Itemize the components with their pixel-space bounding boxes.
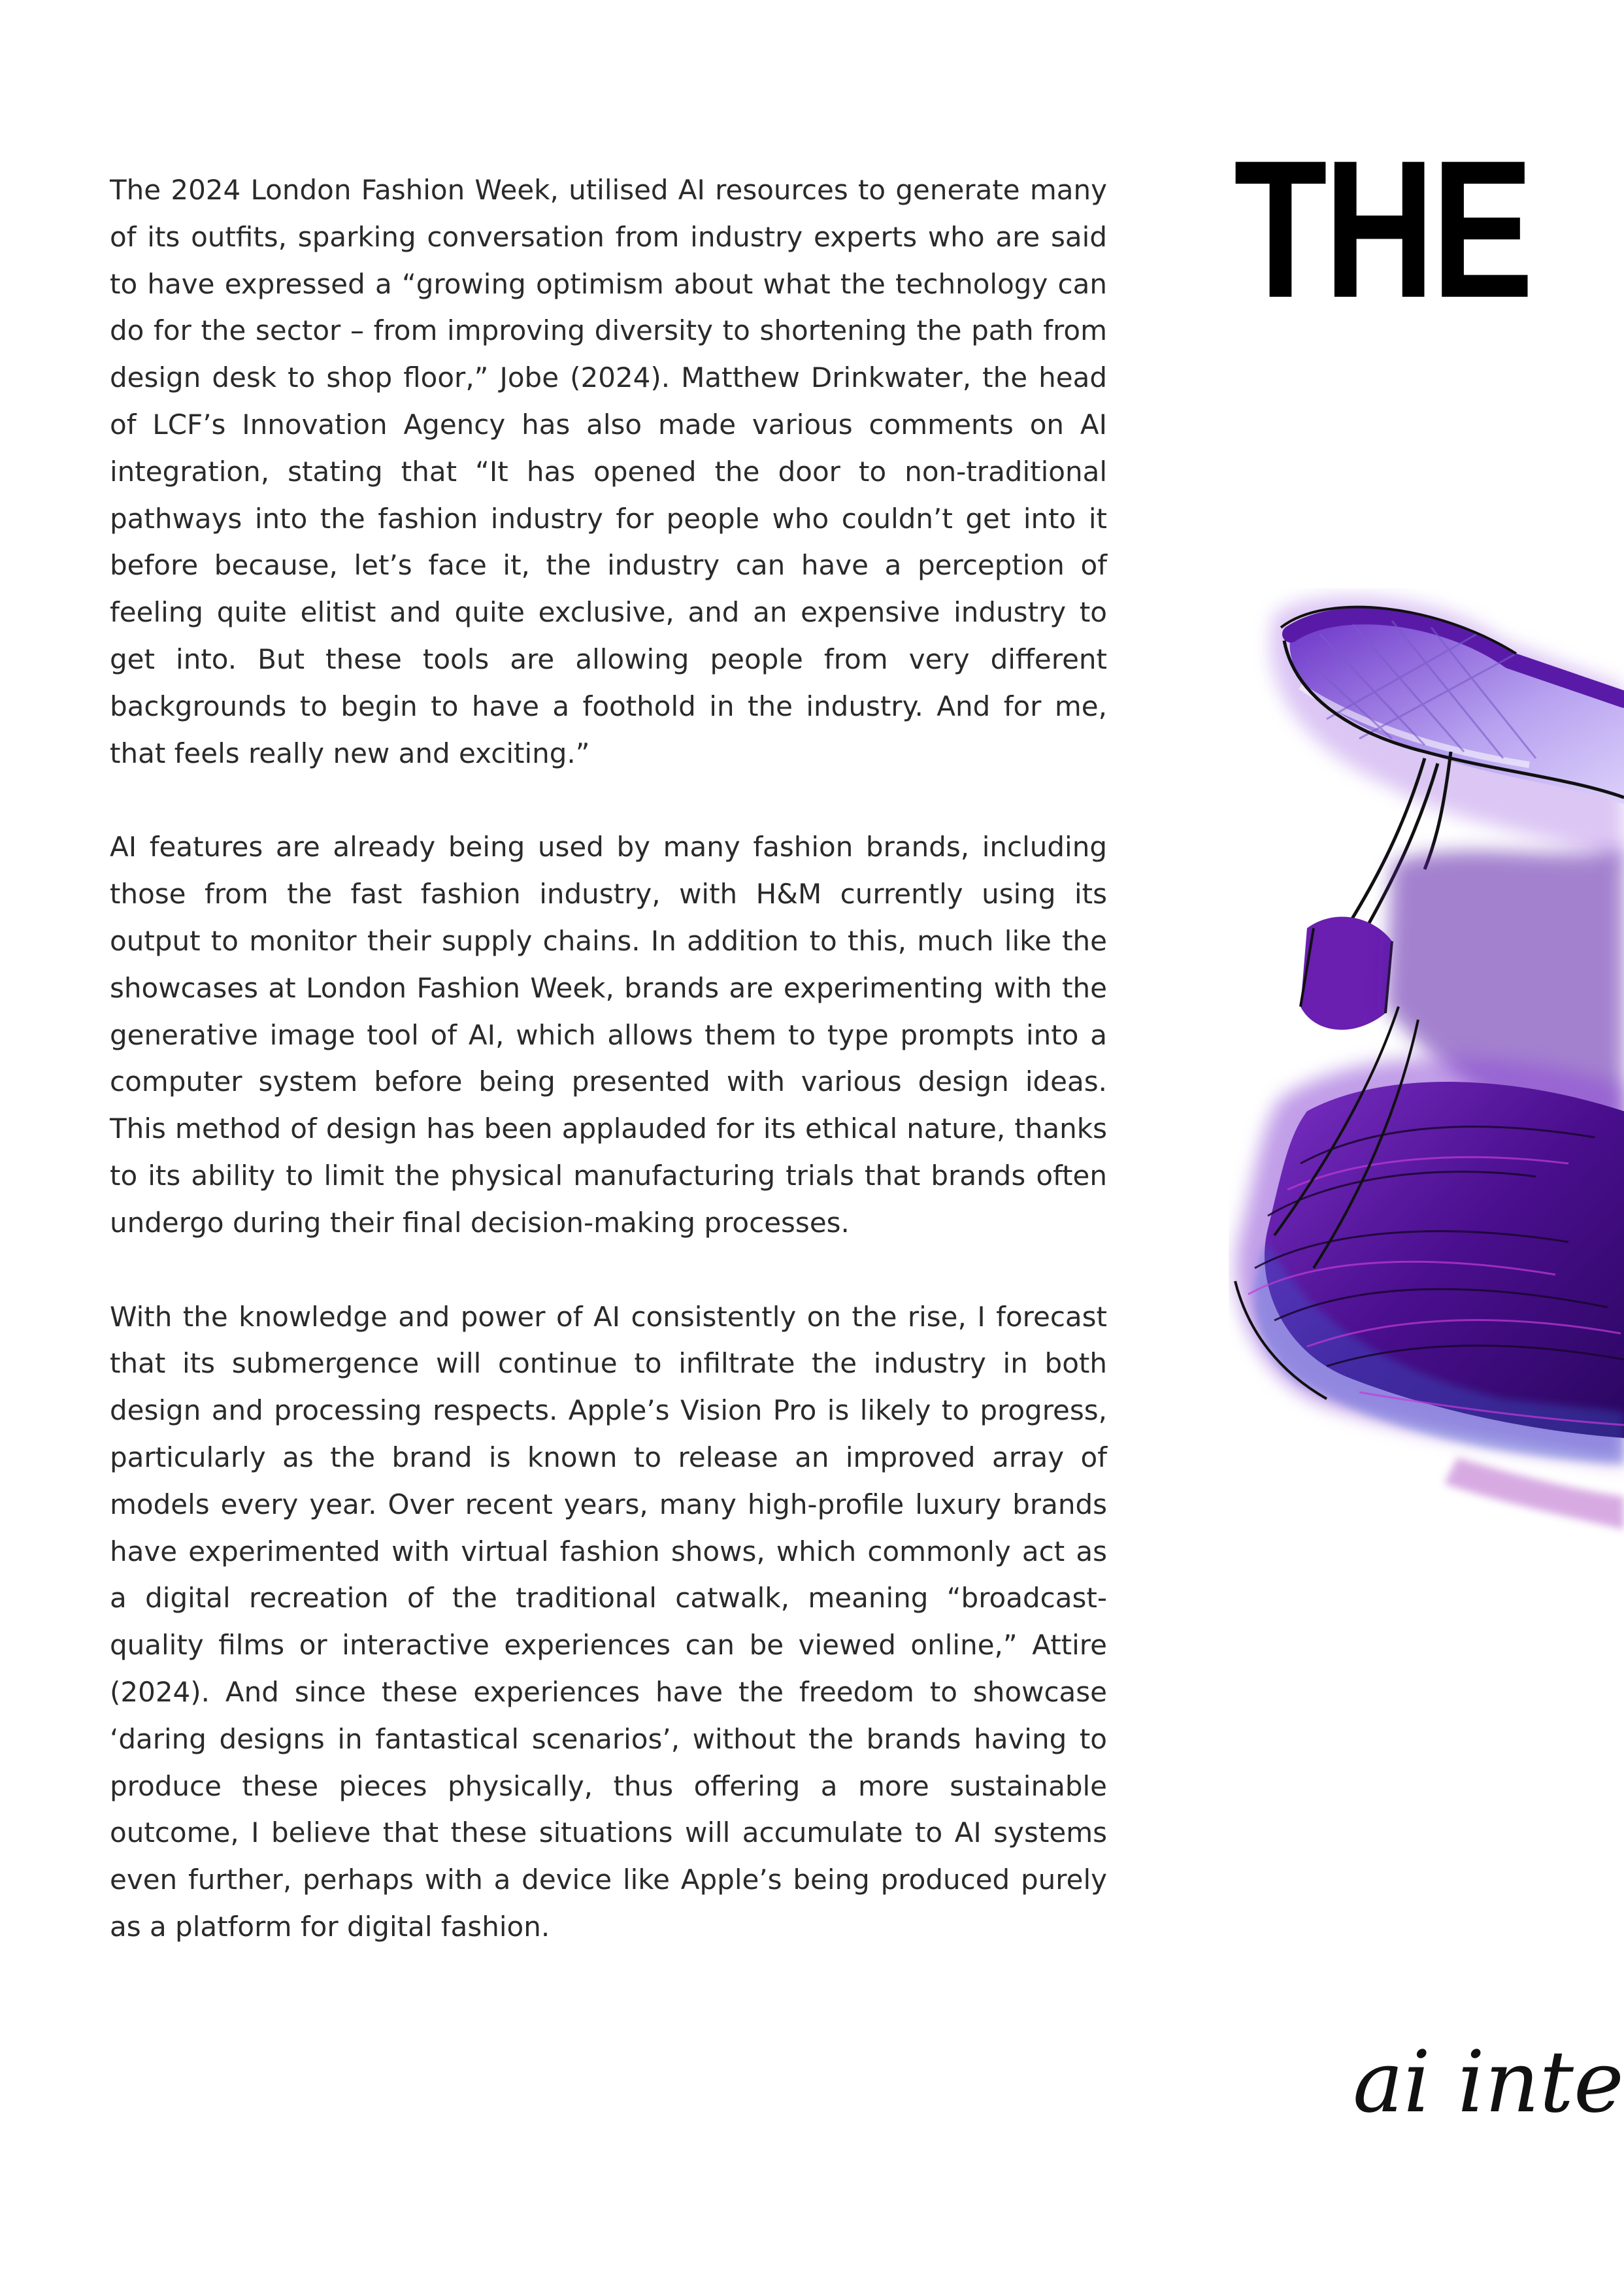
article-body <box>110 167 1107 1998</box>
paragraph-ai-features: AI features are already being used by many fashion brands, including those from the fast fashion industry, with H&M currently using its output to monitor their supply chains. In addition to this, much like the showcases at London Fashion Week, brands are experimenting with the generative image tool of AI, which allows them to type prompts into a computer system before being presented with various design ideas. This method of design has been applauded for its ethical nature, thanks to its ability to limit the physical manufacturing trials that brands often undergo during their final decision-making processes. <box>110 831 1107 1239</box>
page-headline: THE <box>1234 119 1531 339</box>
purple-gown-sketch-icon <box>1229 588 1624 1673</box>
paragraph-forecast: With the knowledge and power of AI consistently on the rise, I forecast that its submergence will continue to infiltrate the industry in both design and processing respects. Apple’s Vision Pro is likely to progress, particularly as the brand is known to release an improved array of models every year. Over recent years, many high-profile luxury brands have experimented with virtual fashion shows, which commonly act as a digital recreation of the traditional catwalk, meaning “broadcast-quality films or interactive experiences can be viewed online,” Attire (2024). And since these experiences have the freedom to showcase ‘daring designs in fantastical scenarios’, without the brands having to produce these pieces physically, thus offering a more sustainable outcome, I believe that these situations will accumulate to AI systems even further, perhaps with a device like Apple’s being produced purely as a platform for digital fashion. <box>110 1300 1107 1943</box>
paragraph-london-fashion-week: The 2024 London Fashion Week, utilised AI resources to generate many of its outfits, sparking conversation from industry experts who are said to have expressed a “growing optimism about what the technology can do for the sector – from improving diversity to shortening the path from design desk to shop floor,” Jobe (2024). Matthew Drinkwater, the head of LCF’s Innovation Agency has also made various comments on AI integration, stating that “It has opened the door to non-traditional pathways into the fashion industry for people who couldn’t get into it before because, let’s face it, the industry can have a perception of feeling quite elitist and quite exclusive, and an expensive industry to get into. But these tools are allowing people from very different backgrounds to begin to have a foothold in the industry. And for me, that feels really new and exciting.” <box>110 174 1107 769</box>
script-caption: ai inte <box>1353 2032 1624 2132</box>
